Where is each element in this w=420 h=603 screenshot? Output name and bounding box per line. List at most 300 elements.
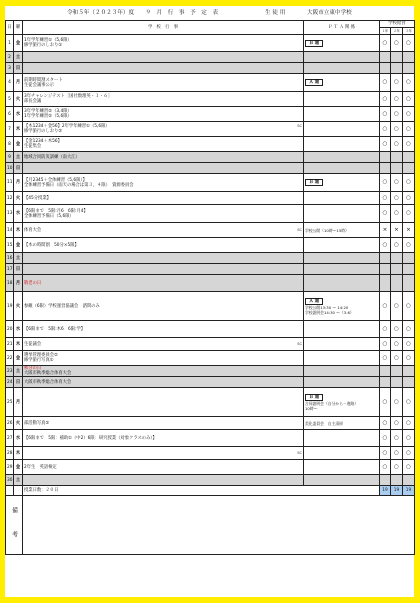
day-number: 29: [6, 460, 14, 475]
day-number: 5: [6, 92, 14, 107]
lunch-mark: [403, 152, 415, 163]
school-events: [23, 377, 304, 388]
school-events: [23, 447, 304, 460]
day-number: 26: [6, 417, 14, 430]
lunch-mark: ×: [403, 223, 415, 238]
school-events: [23, 205, 304, 223]
event-line: 【木1234＋金56】2年学年練習①（5,6限）: [24, 124, 110, 129]
day-row: [6, 92, 415, 107]
day-number: 10: [6, 163, 14, 174]
day-row: [6, 388, 415, 417]
day-row: [6, 74, 415, 92]
lunch-mark: ○: [380, 447, 391, 460]
lunch-mark: ○: [403, 205, 415, 223]
day-number: 4: [6, 74, 14, 92]
header-row: [6, 21, 415, 35]
day-row: [6, 107, 415, 122]
document-title: [5, 7, 414, 19]
pta-events: [304, 366, 380, 377]
lunch-mark: [391, 163, 403, 174]
day-of-week: 月: [14, 74, 23, 92]
pta-events: [304, 430, 380, 447]
lunch-mark: [391, 366, 403, 377]
pta-events: [304, 417, 380, 430]
pta-line: 合同説明会（自分から－進路）: [305, 400, 359, 406]
title-audience: 生 徒 用: [265, 10, 286, 16]
notes-label: [6, 496, 23, 555]
pta-events: [304, 338, 380, 351]
school-events: [23, 253, 304, 264]
school-events: [23, 321, 304, 338]
day-number: 12: [6, 192, 14, 205]
lunch-mark: ○: [403, 192, 415, 205]
day-of-week: 月: [14, 275, 23, 292]
day-row: [6, 275, 415, 292]
day-number: 28: [6, 447, 14, 460]
lunch-count: 19: [403, 486, 415, 496]
header-events: 学 校 行 事: [23, 21, 304, 35]
lunch-mark: ○: [391, 137, 403, 152]
sc-mark: SC: [297, 341, 302, 346]
event-line: 【木の時間割 50分×5限】: [24, 242, 79, 248]
lunch-mark: ○: [391, 417, 403, 430]
lunch-mark: ○: [403, 122, 415, 137]
event-line: 全体練習予備日（5,6限）: [24, 213, 74, 219]
school-days: 授業日数：２０日: [23, 486, 380, 496]
lunch-mark: [391, 264, 403, 275]
lunch-mark: [380, 163, 391, 174]
lunch-mark: [380, 366, 391, 377]
event-line: 大阪市秋季総合体育大会: [24, 379, 72, 385]
day-of-week: 火: [14, 92, 23, 107]
lunch-mark: ○: [391, 174, 403, 192]
pta-events: [304, 388, 380, 417]
lunch-mark: ○: [391, 192, 403, 205]
day-of-week: 火: [14, 292, 23, 321]
lunch-mark: ○: [391, 460, 403, 475]
day-of-week: 月: [14, 388, 23, 417]
notes-label-text: 備 考: [10, 507, 18, 543]
day-number: 1: [6, 35, 14, 52]
event-line: 生徒集会: [24, 144, 42, 149]
lunch-mark: [403, 163, 415, 174]
lunch-mark: ○: [380, 174, 391, 192]
day-of-week: 日: [14, 264, 23, 275]
lunch-mark: ○: [391, 321, 403, 338]
lunch-count: 19: [391, 486, 403, 496]
day-of-week: 土: [14, 253, 23, 264]
day-of-week: 土: [14, 366, 23, 377]
lunch-mark: [391, 475, 403, 486]
lunch-mark: ○: [380, 35, 391, 52]
day-number: 9: [6, 152, 14, 163]
school-events: [23, 63, 304, 74]
lunch-mark: ○: [391, 447, 403, 460]
pta-line: 学校公開（10時～15時）: [305, 227, 349, 233]
lunch-mark: [403, 63, 415, 74]
lunch-mark: [391, 275, 403, 292]
lunch-mark: ○: [391, 107, 403, 122]
day-number: 7: [6, 122, 14, 137]
lunch-mark: ○: [391, 351, 403, 366]
day-of-week: 金: [14, 35, 23, 52]
day-row: [6, 122, 415, 137]
footer-blank: [14, 486, 23, 496]
sc-mark: SC: [297, 124, 302, 128]
header-day: 日: [6, 21, 14, 35]
day-number: 25: [6, 388, 14, 417]
header-lunch: [380, 21, 415, 35]
school-events: [23, 152, 304, 163]
pta-events: [304, 35, 380, 52]
school-events: [23, 137, 304, 152]
day-row: [6, 192, 415, 205]
lunch-mark: ○: [391, 238, 403, 253]
school-events: [23, 264, 304, 275]
lunch-mark: [391, 52, 403, 63]
event-line: 大阪市秋季総合体育大会: [24, 371, 72, 376]
lunch-mark: ○: [391, 74, 403, 92]
day-number: 13: [6, 205, 14, 223]
day-number: 19: [6, 292, 14, 321]
event-line: 生徒議会: [24, 341, 42, 347]
pta-events: [304, 223, 380, 238]
header-pta: Ｐ Ｔ Ａ 関 係: [304, 21, 380, 35]
day-row: [6, 366, 415, 377]
school-events: [23, 92, 304, 107]
event-line: 修学旅行のしおり①: [24, 43, 63, 48]
lunch-mark: ○: [380, 430, 391, 447]
school-events: [23, 366, 304, 377]
event-line: 生徒会議事公示: [24, 82, 55, 88]
footer-blank: [6, 486, 14, 496]
day-of-week: 月: [14, 174, 23, 192]
school-events: [23, 275, 304, 292]
day-number: 21: [6, 338, 14, 351]
pta-events: [304, 192, 380, 205]
event-line: 3年学年練習②（3,4限）: [24, 109, 72, 114]
day-of-week: 水: [14, 321, 23, 338]
pta-events: [304, 321, 380, 338]
lunch-mark: ○: [380, 338, 391, 351]
lunch-mark: [380, 377, 391, 388]
lunch-mark: ○: [403, 107, 415, 122]
pta-events: [304, 205, 380, 223]
lunch-mark: [380, 253, 391, 264]
event-line: 【6限まで 5限:月6 6限:月4】: [24, 208, 88, 214]
day-number: 3: [6, 63, 14, 74]
week-badge: Ａ 週: [305, 298, 323, 305]
day-number: 6: [6, 107, 14, 122]
day-row: [6, 205, 415, 223]
day-of-week: 土: [14, 475, 23, 486]
school-events: [23, 163, 304, 174]
day-number: 15: [6, 238, 14, 253]
event-line: 修学旅行のしおり②: [24, 129, 63, 134]
lunch-mark: ○: [391, 205, 403, 223]
day-of-week: 金: [14, 460, 23, 475]
header-lunch-grade3: ３年: [405, 29, 412, 33]
school-events: [23, 74, 304, 92]
pta-line: 学校説明会14:30 ～（3-6）: [305, 309, 354, 315]
lunch-mark: ○: [380, 92, 391, 107]
school-events: [23, 35, 304, 52]
school-events: [23, 338, 304, 351]
lunch-mark: ○: [403, 447, 415, 460]
lunch-mark: ○: [391, 430, 403, 447]
day-of-week: 金: [14, 137, 23, 152]
school-events: [23, 351, 304, 366]
school-events: [23, 52, 304, 63]
day-of-week: 木: [14, 338, 23, 351]
day-number: 20: [6, 321, 14, 338]
school-events: [23, 417, 304, 430]
school-events: [23, 223, 304, 238]
lunch-mark: [380, 63, 391, 74]
lunch-mark: [403, 52, 415, 63]
week-badge: Ｂ 週: [305, 40, 323, 47]
day-row: [6, 137, 415, 152]
day-of-week: 日: [14, 377, 23, 388]
event-line: 部長会議: [24, 99, 42, 104]
event-line: 2年生 英語検定: [24, 464, 57, 470]
lunch-mark: ○: [380, 417, 391, 430]
day-row: [6, 174, 415, 192]
pta-line: 学校公開13:30 ～ 14:20: [305, 304, 349, 310]
day-number: 14: [6, 223, 14, 238]
lunch-mark: ○: [380, 238, 391, 253]
day-row: [6, 52, 415, 63]
week-badge: Ｂ 週: [305, 394, 323, 401]
notes-row: [6, 496, 415, 555]
lunch-mark: ○: [391, 388, 403, 417]
lunch-mark: ○: [380, 192, 391, 205]
lunch-mark: ○: [391, 122, 403, 137]
lunch-mark: ○: [380, 137, 391, 152]
lunch-mark: ○: [403, 430, 415, 447]
week-badge: Ｂ 週: [305, 179, 323, 186]
day-number: 22: [6, 351, 14, 366]
day-row: [6, 417, 415, 430]
lunch-count: 19: [380, 486, 391, 496]
lunch-mark: [380, 152, 391, 163]
pta-events: [304, 92, 380, 107]
event-line: 【月2345＋全体練習（5,6限）】: [24, 177, 87, 183]
lunch-mark: ○: [403, 417, 415, 430]
day-number: 11: [6, 174, 14, 192]
lunch-mark: [391, 152, 403, 163]
pta-events: [304, 122, 380, 137]
event-line: 参観（6限）学校運営協議会 諮問のみ: [24, 303, 100, 309]
event-line: 【6限まで 5限：補助①（中2）6限：研究授業（対象クラスのみ）】: [24, 435, 157, 441]
lunch-mark: ○: [403, 174, 415, 192]
event-line: 選挙管理委員会②: [24, 353, 58, 358]
lunch-mark: ○: [403, 92, 415, 107]
pta-events: [304, 238, 380, 253]
lunch-mark: ○: [403, 321, 415, 338]
day-of-week: 金: [14, 238, 23, 253]
day-row: [6, 264, 415, 275]
lunch-mark: ○: [380, 107, 391, 122]
event-line: 【45分授業】: [24, 195, 51, 201]
pta-events: [304, 460, 380, 475]
lunch-mark: ○: [380, 321, 391, 338]
day-number: 23: [6, 366, 14, 377]
day-number: 30: [6, 475, 14, 486]
lunch-mark: ○: [380, 122, 391, 137]
day-of-week: 木: [14, 447, 23, 460]
sc-mark: SC: [297, 450, 302, 455]
pta-events: [304, 63, 380, 74]
pta-events: [304, 52, 380, 63]
school-events: [23, 174, 304, 192]
pta-events: [304, 107, 380, 122]
day-of-week: 水: [14, 205, 23, 223]
day-row: [6, 475, 415, 486]
school-events: [23, 107, 304, 122]
pta-events: [304, 74, 380, 92]
pta-events: [304, 152, 380, 163]
day-number: 16: [6, 253, 14, 264]
lunch-mark: [403, 377, 415, 388]
event-line: 秋分の日: [24, 366, 42, 371]
school-events: [23, 460, 304, 475]
notes-area: [23, 496, 415, 555]
day-of-week: 金: [14, 351, 23, 366]
event-line: 【6限まで 5限:木6 6限:学】: [24, 326, 86, 332]
lunch-mark: ○: [403, 35, 415, 52]
lunch-mark: ○: [391, 338, 403, 351]
lunch-mark: ×: [391, 223, 403, 238]
day-row: [6, 377, 415, 388]
day-of-week: 水: [14, 430, 23, 447]
day-number: 8: [6, 137, 14, 152]
pta-events: [304, 351, 380, 366]
event-line: 部活動写真②: [24, 420, 50, 426]
lunch-mark: ○: [380, 388, 391, 417]
school-events: [23, 430, 304, 447]
event-line: 全体練習予備日（雨天の場合は第３，４限） 資源委員会: [24, 182, 134, 188]
lunch-mark: [391, 253, 403, 264]
day-of-week: 火: [14, 192, 23, 205]
day-row: [6, 430, 415, 447]
day-number: 24: [6, 377, 14, 388]
pta-events: [304, 137, 380, 152]
day-row: [6, 63, 415, 74]
lunch-mark: [380, 52, 391, 63]
pta-events: [304, 377, 380, 388]
lunch-mark: ×: [380, 223, 391, 238]
lunch-mark: ○: [380, 292, 391, 321]
day-of-week: 土: [14, 52, 23, 63]
day-of-week: 水: [14, 107, 23, 122]
day-row: [6, 321, 415, 338]
pta-events: [304, 253, 380, 264]
event-line: 前期時間割スタート: [24, 77, 63, 83]
event-line: 【金1234＋木56】: [24, 139, 62, 144]
day-number: 17: [6, 264, 14, 275]
day-row: [6, 292, 415, 321]
event-line: 1年学年練習①（5,6限）: [24, 38, 72, 43]
lunch-mark: ○: [403, 460, 415, 475]
day-row: [6, 238, 415, 253]
school-days-row: [6, 486, 415, 496]
day-row: [6, 223, 415, 238]
title-school: 大阪市立東中学校: [307, 10, 352, 16]
day-row: [6, 253, 415, 264]
day-row: [6, 152, 415, 163]
school-events: [23, 238, 304, 253]
week-badge: Ａ 週: [305, 79, 323, 86]
lunch-mark: ○: [403, 137, 415, 152]
lunch-mark: [391, 63, 403, 74]
day-of-week: 土: [14, 152, 23, 163]
school-events: [23, 475, 304, 486]
lunch-mark: [391, 377, 403, 388]
day-row: [6, 35, 415, 52]
schedule-table: [5, 20, 415, 555]
lunch-mark: [380, 264, 391, 275]
event-line: 1年学年練習②（5,6限）: [24, 114, 72, 119]
school-events: [23, 292, 304, 321]
lunch-mark: [380, 275, 391, 292]
title-main: 令和５年（２０２３年）度 ９ 月 行 事 予 定 表: [67, 10, 219, 16]
lunch-mark: ○: [403, 351, 415, 366]
pta-line: 10時～: [305, 405, 318, 411]
day-row: [6, 447, 415, 460]
lunch-mark: [403, 275, 415, 292]
day-row: [6, 163, 415, 174]
pta-events: [304, 163, 380, 174]
day-row: [6, 351, 415, 366]
event-line: 体育大会: [24, 227, 42, 233]
event-line: 地域合同防災訓練（南大江）: [24, 154, 80, 160]
day-of-week: 火: [14, 417, 23, 430]
day-of-week: 木: [14, 223, 23, 238]
lunch-mark: [403, 264, 415, 275]
lunch-mark: ○: [403, 338, 415, 351]
lunch-mark: [380, 475, 391, 486]
header-lunch-grade1: １年: [380, 28, 391, 34]
sc-mark: SC: [297, 227, 302, 232]
lunch-mark: ○: [391, 292, 403, 321]
lunch-mark: ○: [380, 74, 391, 92]
lunch-mark: ○: [380, 351, 391, 366]
lunch-mark: ○: [403, 292, 415, 321]
pta-events: [304, 292, 380, 321]
lunch-mark: ○: [391, 35, 403, 52]
school-events: [23, 388, 304, 417]
school-events: [23, 122, 304, 137]
lunch-mark: ○: [391, 92, 403, 107]
day-of-week: 木: [14, 122, 23, 137]
lunch-mark: [403, 475, 415, 486]
lunch-mark: ○: [380, 205, 391, 223]
day-row: [6, 338, 415, 351]
pta-events: [304, 475, 380, 486]
day-row: [6, 460, 415, 475]
lunch-mark: ○: [380, 460, 391, 475]
lunch-mark: [403, 253, 415, 264]
event-line: 3年チャレンジテスト［国社数理英・１・６］: [24, 94, 113, 99]
day-of-week: 日: [14, 163, 23, 174]
header-lunch-grade2: ２年: [391, 28, 403, 34]
event-line: 修学旅行写真①: [24, 358, 54, 363]
pta-line: 美化委員会 自主清掃: [305, 420, 343, 426]
pta-events: [304, 275, 380, 292]
pta-events: [304, 174, 380, 192]
day-number: 18: [6, 275, 14, 292]
